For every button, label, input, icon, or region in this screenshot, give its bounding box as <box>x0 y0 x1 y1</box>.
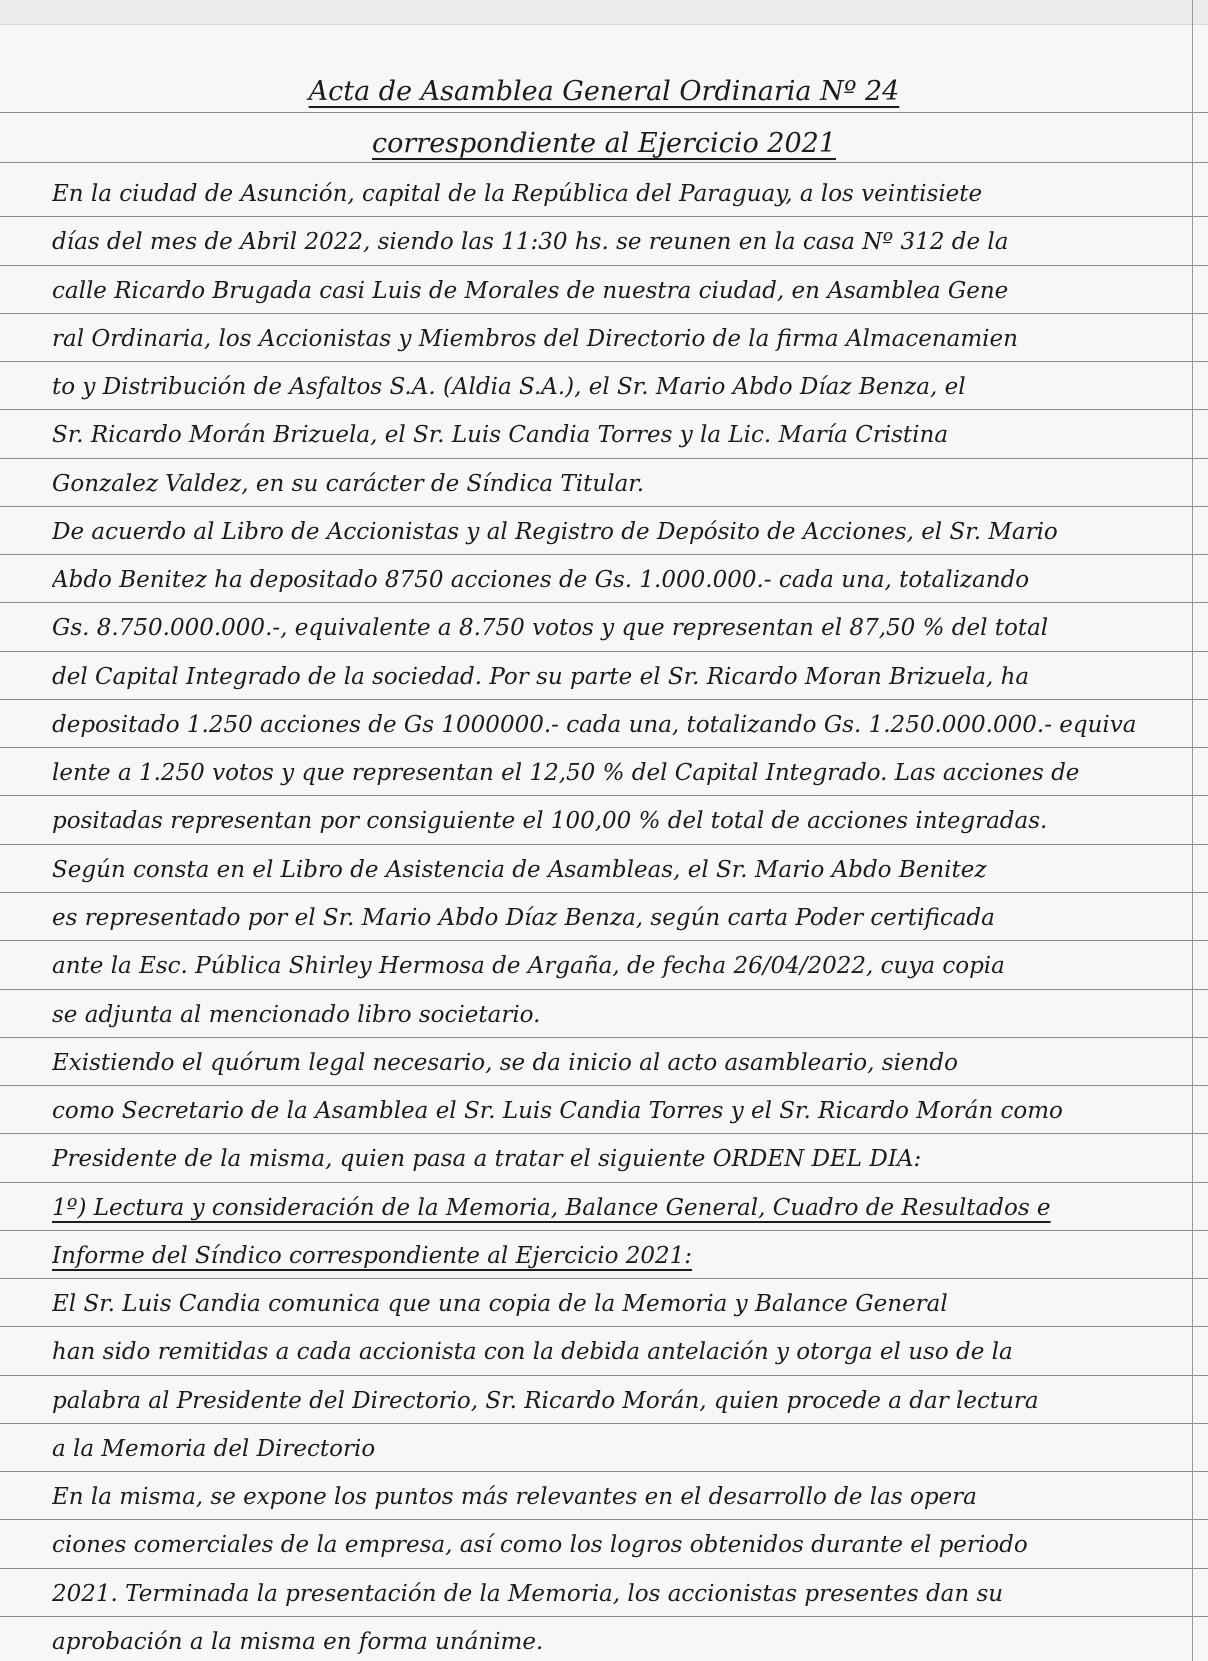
text-line: como Secretario de la Asamblea el Sr. Luis Candia Torres y el Sr. Ricardo Morán como <box>52 1098 1063 1125</box>
text-line: En la ciudad de Asunción, capital de la República del Paraguay, a los veintisiete <box>52 181 983 207</box>
text-line: Gonzalez Valdez, en su carácter de Síndica Titular. <box>52 470 645 497</box>
text-line: han sido remitidas a cada accionista con la debida antelación y otorga el uso de la <box>52 1339 1013 1366</box>
text-line: a la Memoria del Directorio <box>52 1435 376 1462</box>
text-line: Abdo Benitez ha depositado 8750 acciones de Gs. 1.000.000.- cada una, totalizando <box>52 567 1030 594</box>
text-line: palabra al Presidente del Directorio, Sr. Ricardo Morán, quien procede a dar lectura <box>52 1387 1039 1414</box>
text-line: positadas representan por consiguiente el 100,00 % del total de acciones integradas. <box>52 808 1048 835</box>
text-line: es representado por el Sr. Mario Abdo Díaz Benza, según carta Poder certificada <box>52 905 995 931</box>
agenda-item-heading: 1º) Lectura y consideración de la Memoria, Balance General, Cuadro de Resultados e <box>52 1194 1051 1221</box>
text-line: calle Ricardo Brugada casi Luis de Morales de nuestra ciudad, en Asamblea Gene <box>52 277 1009 304</box>
text-line: aprobación a la misma en forma unánime. <box>52 1629 544 1655</box>
text-line: días del mes de Abril 2022, siendo las 11:30 hs. se reunen en la casa Nº 312 de la <box>52 229 1009 256</box>
text-line: Existiendo el quórum legal necesario, se da inicio al acto asambleario, siendo <box>52 1049 958 1076</box>
text-line: Presidente de la misma, quien pasa a tratar el siguiente ORDEN DEL DIA: <box>52 1146 922 1173</box>
document-title-text: Acta de Asamblea General Ordinaria Nº 24 <box>308 76 900 107</box>
document-subtitle-text: correspondiente al Ejercicio 2021 <box>372 128 836 159</box>
text-line: depositado 1.250 acciones de Gs 1000000.- cada una, totalizando Gs. 1.250.000.000.- equiva <box>52 711 1137 738</box>
text-line: De acuerdo al Libro de Accionistas y al Registro de Depósito de Acciones, el Sr. Mario <box>52 518 1058 545</box>
text-line: 2021. Terminada la presentación de la Memoria, los accionistas presentes dan su <box>52 1580 1004 1607</box>
text-line: ral Ordinaria, los Accionistas y Miembros del Directorio de la firma Almacenamien <box>52 325 1018 352</box>
text-line: Según consta en el Libro de Asistencia de Asambleas, el Sr. Mario Abdo Benitez <box>52 856 987 883</box>
text-line: ante la Esc. Pública Shirley Hermosa de Argaña, de fecha 26/04/2022, cuya copia <box>52 953 1005 980</box>
text-line: Gs. 8.750.000.000.-, equivalente a 8.750 votos y que representan el 87,50 % del total <box>52 615 1049 642</box>
text-line: El Sr. Luis Candia comunica que una copia de la Memoria y Balance General <box>52 1291 948 1318</box>
text-line: Sr. Ricardo Morán Brizuela, el Sr. Luis Candia Torres y la Lic. María Cristina <box>52 422 949 449</box>
document-subtitle <box>0 124 1208 164</box>
text-line: se adjunta al mencionado libro societario. <box>52 1001 541 1028</box>
agenda-item-heading: Informe del Síndico correspondiente al Ejercicio 2021: <box>52 1242 693 1269</box>
text-line: to y Distribución de Asfaltos S.A. (Aldia S.A.), el Sr. Mario Abdo Díaz Benza, el <box>52 374 966 401</box>
text-line: del Capital Integrado de la sociedad. Por su parte el Sr. Ricardo Moran Brizuela, ha <box>52 663 1030 690</box>
text-line: En la misma, se expone los puntos más relevantes en el desarrollo de las opera <box>52 1484 977 1511</box>
text-line: ciones comerciales de la empresa, así como los logros obtenidos durante el periodo <box>52 1532 1028 1559</box>
text-line: lente a 1.250 votos y que representan el 12,50 % del Capital Integrado. Las acciones de <box>52 760 1080 787</box>
document-title <box>0 72 1208 112</box>
